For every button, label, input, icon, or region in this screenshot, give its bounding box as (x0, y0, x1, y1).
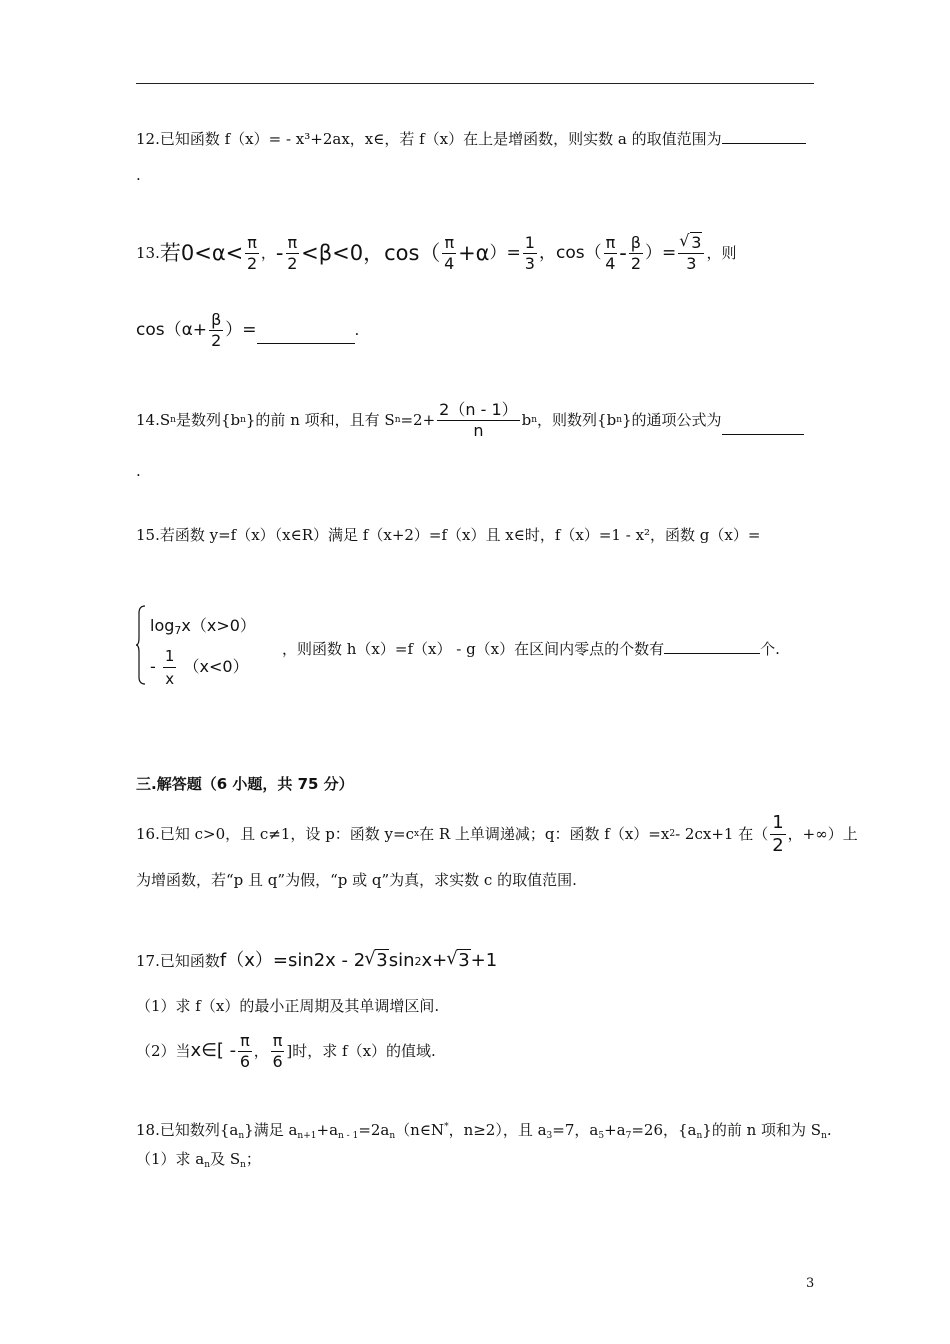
question-17-part-2 (136, 1028, 436, 1074)
text-segment: 已知 c>0，且 c≠1，设 p：函数 y=c (159, 824, 415, 843)
text-segment: ，n≥2），且 a (448, 1121, 547, 1139)
sqrt-3: √ 3 (365, 952, 388, 970)
page-number: 3 (806, 1276, 815, 1291)
text-segment: ）= (489, 242, 521, 263)
text-segment: 在 R 上单调递减；q：函数 f（x）=x (419, 824, 670, 843)
text-segment: ]时，求 f（x）的值域. (286, 1041, 436, 1060)
text-segment: }的前 n 项和为 S (702, 1121, 822, 1139)
question-number: 14. (136, 410, 160, 429)
fraction-sqrt3-over-3: √ $\frac{3}{3}$ (678, 235, 704, 272)
question-12 (136, 129, 806, 147)
section-heading: 三.解答题（6 小题，共 75 分） (136, 775, 354, 793)
text-segment: . (354, 320, 360, 339)
subscript: 3 (546, 1131, 553, 1141)
text-segment: <β<0，cos（ (301, 240, 441, 265)
formula-segment: sin (388, 950, 415, 971)
question-13 (136, 228, 736, 278)
superscript: x (414, 828, 420, 839)
text-segment: S (159, 410, 171, 429)
question-18 (136, 1123, 832, 1141)
fraction-pi-over-6: $\frac{\pi}{6}$ (239, 1030, 251, 1071)
text-segment: 是数列{b (175, 410, 241, 429)
question-number: 12. (136, 130, 160, 148)
subscript: n (170, 414, 176, 425)
superscript: 2 (414, 954, 422, 968)
fraction-pi-over-2: $\frac{\pi}{2}$ (287, 232, 298, 273)
text-segment: =2+ (400, 410, 436, 429)
question-number: 16. (136, 824, 160, 843)
text-segment: }满足 a (244, 1121, 298, 1139)
text-segment: +a (316, 1121, 339, 1139)
left-brace-icon (136, 605, 146, 685)
subscript: n (238, 1131, 245, 1141)
question-17-part-1: （1）求 f（x）的最小正周期及其单调增区间. (136, 997, 440, 1015)
question-16-line-2: 为增函数，若“p 且 q”为假，“p 或 q”为真，求实数 c 的取值范围. (136, 871, 577, 889)
minus-sign: - (275, 240, 284, 265)
text-segment: b (521, 410, 532, 429)
fraction-pi-over-2: $\frac{\pi}{2}$ (246, 232, 258, 273)
question-14 (136, 396, 804, 444)
text-segment: - 2cx+1 在（ (675, 824, 769, 843)
superscript: * (444, 1122, 449, 1132)
subscript: 5 (598, 1131, 605, 1141)
subscript: n (616, 414, 622, 425)
question-15-cont (282, 639, 780, 657)
answer-blank[interactable] (257, 329, 355, 344)
subscript: 7 (625, 1131, 632, 1141)
fraction-beta-over-2: $\frac{\beta}{2}$ (630, 232, 642, 273)
answer-blank[interactable] (722, 420, 804, 435)
text-segment: cos（α+ (136, 319, 208, 340)
fraction-1-over-3: $\frac{1}{3}$ (524, 232, 535, 273)
text-segment: =2a (358, 1121, 390, 1139)
answer-blank[interactable] (664, 639, 760, 654)
fraction-beta-over-2: $\frac{\beta}{2}$ (211, 309, 222, 350)
text-segment: （1）求 a (136, 1150, 205, 1168)
fraction-pi-over-4: $\frac{\pi}{4}$ (444, 232, 455, 273)
superscript: 2 (669, 828, 676, 839)
question-text: ，则函数 h（x）=f（x） - g（x）在区间内零点的个数有 (282, 640, 665, 658)
piecewise-case-1: $\log_7x(x>0)$ (150, 616, 256, 637)
text-segment: （n∈N (395, 1121, 445, 1139)
question-number: 17. (136, 951, 160, 970)
subscript: n (204, 1160, 211, 1170)
subscript: n (389, 1131, 396, 1141)
question-14-tail: . (136, 462, 141, 480)
question-17 (136, 948, 497, 974)
subscript: n (240, 1160, 246, 1170)
question-16 (136, 812, 858, 856)
text-segment: （2）当 (136, 1041, 191, 1060)
text-segment: +α (458, 240, 490, 265)
fraction-1-over-2: $\frac{1}{2}$ (772, 811, 784, 856)
question-18-part-1 (136, 1152, 261, 1170)
question-13-line-2 (136, 305, 359, 355)
sqrt-3: √ 3 (447, 952, 470, 970)
text-segment: 已知数列{a (159, 1121, 239, 1139)
subscript: n - 1 (338, 1131, 359, 1141)
text-segment: ，则 (706, 243, 737, 262)
text-segment: =7，a (552, 1121, 599, 1139)
subscript: n (394, 414, 401, 425)
subscript: n (821, 1131, 827, 1141)
text-segment: =26，{a (631, 1121, 697, 1139)
answer-blank[interactable] (722, 129, 806, 144)
text-segment: 已知函数 (159, 951, 220, 970)
text-segment: +a (604, 1121, 626, 1139)
formula-segment: x+ (421, 950, 448, 971)
header-rule (136, 83, 814, 84)
text-segment: . (826, 1121, 832, 1139)
text-segment: ，则数列{b (537, 410, 617, 429)
separator: ， (260, 243, 276, 262)
fraction-pi-over-6: $\frac{\pi}{6}$ (272, 1030, 283, 1071)
subscript: n (240, 414, 246, 425)
subscript: n+1 (297, 1131, 317, 1141)
fraction-2n-minus-1-over-n: $\frac{2(n - 1)}{n}$ (439, 399, 518, 440)
piecewise-case-2: - $\frac{1}{x}$ （x<0） (150, 647, 249, 688)
text-segment: ，cos（ (538, 242, 602, 263)
subscript: n (696, 1131, 703, 1141)
question-number: 13. (136, 243, 160, 262)
fraction-pi-over-4: $\frac{\pi}{4}$ (605, 232, 616, 273)
separator: ， (253, 1041, 269, 1060)
formula-segment: +1 (470, 950, 498, 971)
formula-segment: f（x）=sin2x - 2 (219, 950, 366, 971)
text-segment: 个. (760, 640, 780, 658)
text-segment: ，+∞）上 (787, 824, 858, 843)
text-segment: ）= (225, 319, 257, 340)
text-segment: }的前 n 项和，且有 S (245, 410, 395, 429)
text-segment: 及 S (210, 1150, 241, 1168)
question-15 (136, 528, 760, 543)
question-text: 若函数 y=f（x）（x∈R）满足 f（x+2）=f（x）且 x∈时，f（x）=1 - x²，函数 g（x）= (159, 526, 761, 544)
question-number: 15. (136, 526, 160, 544)
text-segment: ； (245, 1150, 261, 1168)
question-number: 18. (136, 1121, 160, 1139)
text-segment: }的通项公式为 (621, 410, 722, 429)
question-12-tail: . (136, 166, 141, 184)
text-segment: ）= (645, 242, 677, 263)
minus-sign: - (619, 240, 627, 265)
piecewise-function (136, 605, 276, 687)
question-text: 已知函数 f（x）= - x³+2ax，x∈，若 f（x）在上是增函数，则实数 a 的取值范围为 (159, 130, 722, 148)
subscript: n (531, 414, 538, 425)
text-segment: 若0<α< (159, 240, 244, 265)
formula-segment: x∈[ - (190, 1040, 237, 1061)
